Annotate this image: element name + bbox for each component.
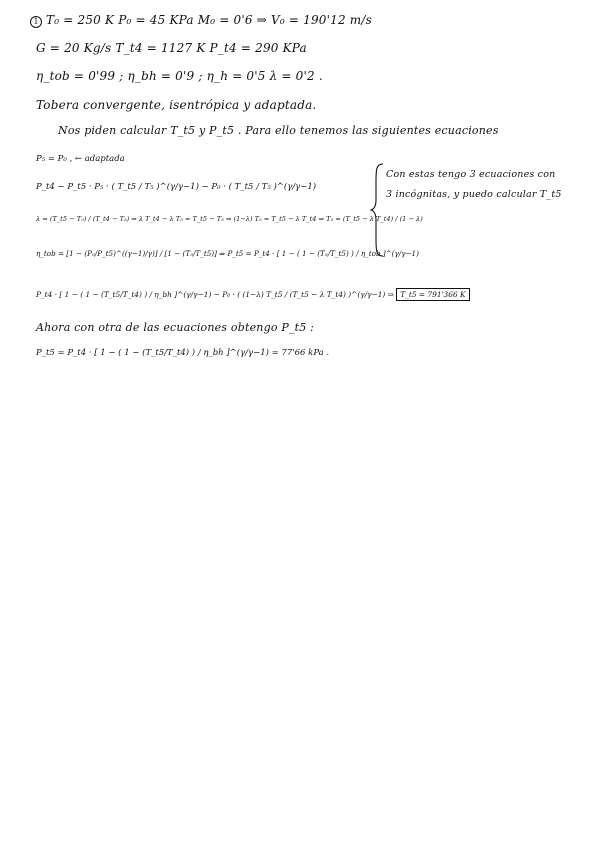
side-note-line-2: 3 incógnitas, y puedo calcular T_t5 [386,189,562,200]
equation-pressure-ratio: P_t4 − P_t5 · P₅ · ( T_t5 / T₅ )^(γ/γ−1) − P₀ · ( T_t5 / T₅ )^(γ/γ−1) [36,182,317,192]
problem-number: 1 [30,16,42,28]
given-data-line-1: T₀ = 250 K P₀ = 45 KPa M₀ = 0'6 ⇒ V₀ = 190'12 m/s [46,13,372,27]
side-note-line-1: Con estas tengo 3 ecuaciones con [386,169,556,180]
equation-adapted: P₅ = P₀ , ← adaptada [36,154,125,164]
given-data-line-2: G = 20 Kg/s T_t4 = 1127 K P_t4 = 290 KPa [36,41,307,55]
equation-final-pt5: P_t5 = P_t4 · [ 1 − ( 1 − (T_t5/T_t4) ) / η_bh ]^(γ/γ−1) = 77'66 kPa . [36,348,330,358]
curly-brace-icon [370,162,386,258]
given-data-line-3: η_tob = 0'99 ; η_bh = 0'9 ; η_h = 0'5 λ = 0'2 . [36,69,323,83]
next-step-sentence: Ahora con otra de las ecuaciones obtengo P_t5 : [36,321,315,334]
nozzle-description: Tobera convergente, isentrópica y adaptada. [36,98,317,112]
result-tt5: T_t5 = 791'366 K [396,288,469,301]
equation-combined [36,290,470,300]
equation-nozzle-efficiency: η_tob = [1 − (P₅/P_t5)^((γ−1)/γ)] / [1 − (T₅/T_t5)] ⇒ P_t5 = P_t4 · [ 1 − ( 1 − (T₅/T_t5) ) / η_tob ]^(γ/γ−1) [36,249,419,258]
equation-lambda: λ = (T_t5 − T₅) / (T_t4 − T₅) ⇒ λ T_t4 − λ T₅ = T_t5 − T₅ ⇒ (1−λ) T₅ = T_t5 − λ T_t4 ⇒ T₅ = (T_t5 − λ T_t4) / (1 − λ) [36,215,423,223]
equation-combined-body: P_t4 · [ 1 − ( 1 − (T_t5/T_t4) ) / η_bh ]^(γ/γ−1) − P₀ · ( (1−λ) T_t5 / (T_t5 − λ T_t4) )^(γ/γ−1) ⇒ [36,290,394,299]
intro-sentence: Nos piden calcular T_t5 y P_t5 . Para ello tenemos las siguientes ecuaciones [58,124,499,137]
